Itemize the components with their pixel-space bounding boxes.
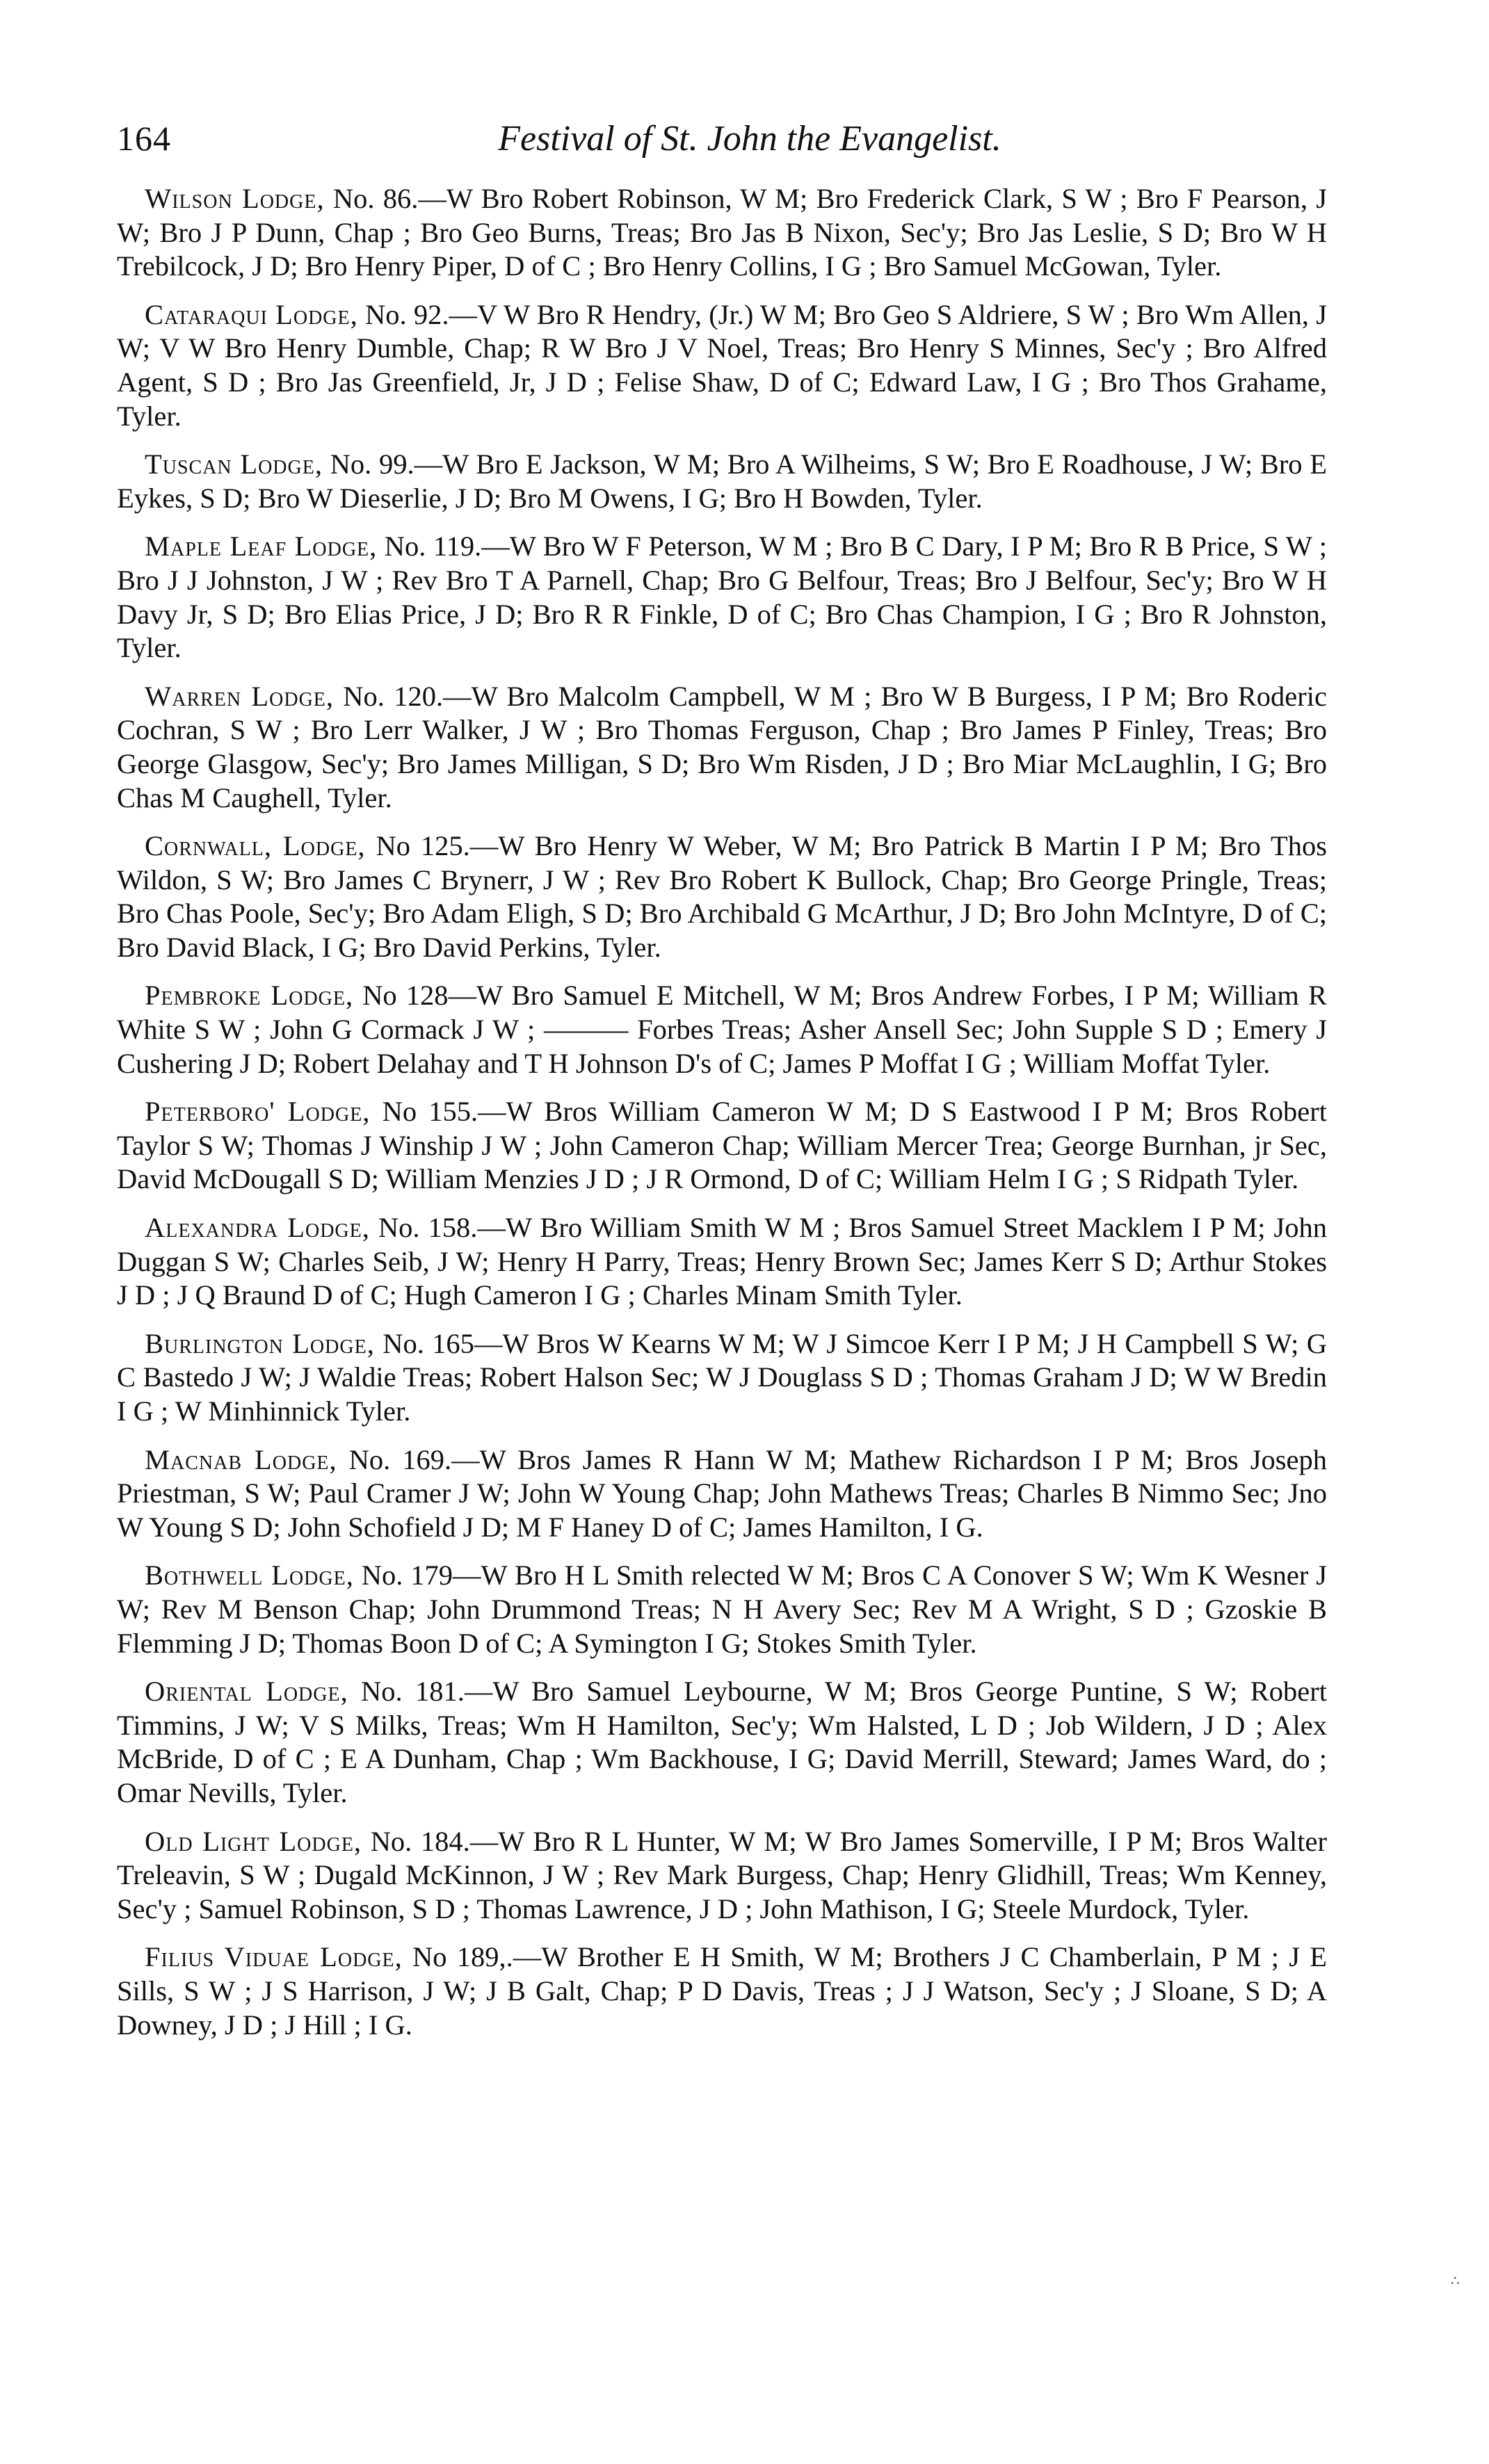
lodge-entry <box>117 1211 1327 1313</box>
lodge-name: Old Light Lodge, <box>145 1825 362 1857</box>
lodge-entry <box>117 1675 1327 1810</box>
lodge-name: Macnab Lodge, <box>145 1443 337 1475</box>
lodge-details: No. 99.—W Bro E Jackson, W M; Bro A Wilheims, S W; Bro E Roadhouse, J W; Bro E Eykes, S D; Bro W Dieserlie, J D; Bro M Owens, I G; Bro H Bowden, Tyler. <box>117 448 1327 514</box>
lodge-entry <box>117 182 1327 284</box>
lodge-name: Wilson Lodge, <box>145 183 325 214</box>
lodge-details: No. 165—W Bros W Kearns W M; W J Simcoe Kerr I P M; J H Campbell S W; G C Bastedo J W; J Waldie Treas; Robert Halson Sec; W J Douglass S D ; Thomas Graham J D; W W Bredin I G ; W Minhinnick Tyler. <box>117 1327 1327 1427</box>
lodge-details: No 155.—W Bros William Cameron W M; D S Eastwood I P M; Bros Robert Taylor S W; Thomas J Winship J W ; John Cameron Chap; William Mercer Trea; George Burnhan, jr Sec, David McDougall S D; William Menzies J D ; J R Ormond, D of C; William Helm I G ; S Ridpath Tyler. <box>117 1096 1327 1195</box>
lodge-name: Peterboro' Lodge, <box>145 1096 371 1128</box>
lodge-entry <box>117 1940 1327 2042</box>
lodge-name: Cornwall, Lodge, <box>145 830 366 862</box>
lodge-details: No. 179—W Bro H L Smith relected W M; Bros C A Conover S W; Wm K Wesner J W; Rev M Benson Chap; John Drummond Treas; N H Avery Sec; Rev M A Wright, S D ; Gzoskie B Flemming J D; Thomas Boon D of C; A Symington I G; Stokes Smith Tyler. <box>117 1559 1327 1659</box>
lodge-entry <box>117 298 1327 433</box>
page-number: 164 <box>117 119 171 158</box>
lodge-name: Tuscan Lodge, <box>145 448 323 480</box>
lodge-details: No 128—W Bro Samuel E Mitchell, W M; Bros Andrew Forbes, I P M; William R White S W ; John G Cormack J W ; ——— Forbes Treas; Asher Ansell Sec; John Supple S D ; Emery J Cushering J D; Robert Delahay and T H Johnson D's of C; James P Moffat I G ; William Moffat Tyler. <box>117 980 1327 1079</box>
lodge-entry <box>117 530 1327 665</box>
lodge-details: No. 184.—W Bro R L Hunter, W M; W Bro James Somerville, I P M; Bros Walter Treleavin, S W ; Dugald McKinnon, J W ; Rev Mark Burgess, Chap; Henry Glidhill, Treas; Wm Kenney, Sec'y ; Samuel Robinson, S D ; Thomas Lawrence, J D ; John Mathison, I G; Steele Murdock, Tyler. <box>117 1825 1327 1924</box>
lodge-details: No. 169.—W Bros James R Hann W M; Mathew Richardson I P M; Bros Joseph Priestman, S W; Paul Cramer J W; John W Young Chap; John Mathews Treas; Charles B Nimmo Sec; Jno W Young S D; John Schofield J D; M F Haney D of C; James Hamilton, I G. <box>117 1443 1328 1543</box>
lodge-name: Alexandra Lodge, <box>145 1212 370 1244</box>
lodge-details: No. 119.—W Bro W F Peterson, W M ; Bro B C Dary, I P M; Bro R B Price, S W ; Bro J J Johnston, J W ; Rev Bro T A Parnell, Chap; Bro G Belfour, Treas; Bro J Belfour, Sec'y; Bro W H Davy Jr, S D; Bro Elias Price, J D; Bro R R Finkle, D of C; Bro Chas Champion, I G ; Bro R Johnston, Tyler. <box>117 530 1328 664</box>
lodge-details: No. 92.—V W Bro R Hendry, (Jr.) W M; Bro Geo S Aldriere, S W ; Bro Wm Allen, J W; V W Bro Henry Dumble, Chap; R W Bro J V Noel, Treas; Bro Henry S Minnes, Sec'y ; Bro Alfred Agent, S D ; Bro Jas Greenfield, Jr, J D ; Felise Shaw, D of C; Edward Law, I G ; Bro Thos Grahame, Tyler. <box>117 298 1327 432</box>
lodge-entry <box>117 1095 1327 1197</box>
lodge-entry <box>117 979 1327 1080</box>
lodge-name: Warren Lodge, <box>145 680 335 712</box>
lodge-entry <box>117 829 1327 964</box>
lodge-entry <box>117 1443 1327 1545</box>
running-title: Festival of St. John the Evangelist. <box>498 119 1001 159</box>
lodge-details: No. 120.—W Bro Malcolm Campbell, W M ; Bro W B Burgess, I P M; Bro Roderic Cochran, S W ; Bro Lerr Walker, J W ; Bro Thomas Ferguson, Chap ; Bro James P Finley, Treas; Bro George Glasgow, Sec'y; Bro James Milligan, S D; Bro Wm Risden, J D ; Bro Miar McLaughlin, I G; Bro Chas M Caughell, Tyler. <box>117 680 1327 813</box>
lodge-entry <box>117 680 1327 815</box>
lodge-entry <box>117 1327 1327 1429</box>
lodge-name: Filius Viduae Lodge, <box>145 1941 403 1973</box>
lodge-details: No 189,.—W Brother E H Smith, W M; Brothers J C Chamberlain, P M ; J E Sills, S W ; J S Harrison, J W; J B Galt, Chap; P D Davis, Treas ; J J Watson, Sec'y ; J Sloane, S D; A Downey, J D ; J Hill ; I G. <box>117 1941 1327 2041</box>
margin-ink-mark: ∴ <box>1451 2273 1460 2289</box>
page-header <box>117 118 1383 174</box>
lodge-entry <box>117 1559 1327 1660</box>
lodge-list <box>117 182 1327 2057</box>
lodge-details: No 125.—W Bro Henry W Weber, W M; Bro Patrick B Martin I P M; Bro Thos Wildon, S W; Bro James C Brynerr, J W ; Rev Bro Robert K Bullock, Chap; Bro George Pringle, Treas; Bro Chas Poole, Sec'y; Bro Adam Eligh, S D; Bro Archibald G McArthur, J D; Bro John McIntyre, D of C; Bro David Black, I G; Bro David Perkins, Tyler. <box>117 830 1327 963</box>
lodge-entry <box>117 448 1327 515</box>
lodge-details: No. 86.—W Bro Robert Robinson, W M; Bro Frederick Clark, S W ; Bro F Pearson, J W; Bro J P Dunn, Chap ; Bro Geo Burns, Treas; Bro Jas B Nixon, Sec'y; Bro Jas Leslie, S D; Bro W H Trebilcock, J D; Bro Henry Piper, D of C ; Bro Henry Collins, I G ; Bro Samuel McGowan, Tyler. <box>117 183 1328 282</box>
lodge-name: Cataraqui Lodge, <box>145 298 358 330</box>
lodge-details: No. 181.—W Bro Samuel Leybourne, W M; Bros George Puntine, S W; Robert Timmins, J W; V S Milks, Treas; Wm H Hamilton, Sec'y; Wm Halsted, L D ; Job Wildern, J D ; Alex McBride, D of C ; E A Dunham, Chap ; Wm Backhouse, I G; David Merrill, Steward; James Ward, do ; Omar Nevills, Tyler. <box>117 1676 1327 1808</box>
lodge-name: Pembroke Lodge, <box>145 980 354 1012</box>
lodge-name: Maple Leaf Lodge, <box>145 530 378 562</box>
lodge-entry <box>117 1825 1327 1927</box>
lodge-name: Oriental Lodge, <box>145 1676 348 1708</box>
lodge-details: No. 158.—W Bro William Smith W M ; Bros Samuel Street Macklem I P M; John Duggan S W; Charles Seib, J W; Henry H Parry, Treas; Henry Brown Sec; James Kerr S D; Arthur Stokes J D ; J Q Braund D of C; Hugh Cameron I G ; Charles Minam Smith Tyler. <box>117 1212 1327 1311</box>
lodge-name: Bothwell Lodge, <box>145 1559 354 1591</box>
lodge-name: Burlington Lodge, <box>145 1327 375 1359</box>
